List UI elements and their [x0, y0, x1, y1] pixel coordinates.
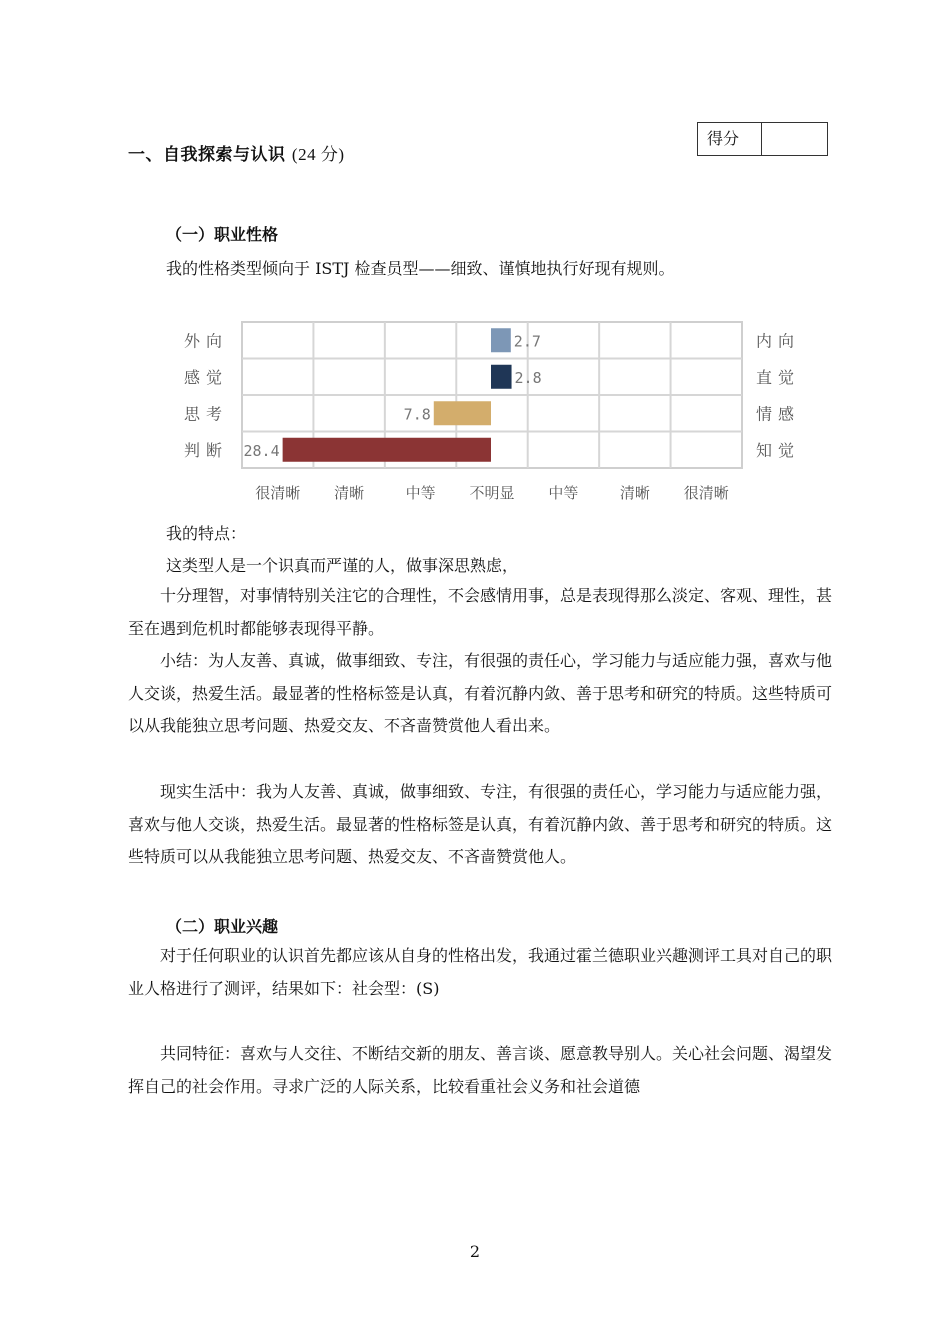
- score-box: [697, 122, 828, 156]
- chart-bar: [283, 438, 491, 462]
- chart-row-left-label: 感觉: [184, 367, 229, 387]
- score-value[interactable]: [762, 123, 827, 155]
- subsection-title-personality: （一）职业性格: [166, 225, 279, 244]
- chart-row-right-label: 知觉: [756, 440, 801, 460]
- chart-bar: [491, 365, 512, 389]
- chart-scale-label: 中等: [405, 484, 436, 502]
- section-points: (24 分): [291, 145, 345, 164]
- chart-row-right-label: 内向: [756, 331, 801, 351]
- traits-heading: 我的特点：: [166, 524, 247, 543]
- chart-scale-label: 很清晰: [255, 484, 301, 502]
- subsection-title-interest: （二）职业兴趣: [166, 917, 279, 936]
- chart-scale-label: 不明显: [469, 484, 515, 502]
- personality-chart: [176, 316, 806, 506]
- chart-row-left-label: 外向: [184, 331, 229, 351]
- chart-scale-label: 很清晰: [683, 484, 729, 502]
- personality-intro: 我的性格类型倾向于 ISTJ 检查员型——细致、谨慎地执行好现有规则。: [166, 259, 675, 278]
- chart-data-label: 28.4: [243, 441, 280, 460]
- chart-row-left-label: 思考: [184, 404, 229, 424]
- chart-data-label: 2.8: [514, 368, 542, 387]
- chart-scale-label: 清晰: [619, 484, 650, 502]
- traits-line-1: 这类型人是一个识真而严谨的人，做事深思熟虑，: [166, 556, 519, 575]
- chart-row-left-label: 判断: [184, 440, 229, 460]
- chart-data-label: 7.8: [403, 405, 431, 424]
- chart-bar: [491, 328, 511, 352]
- chart-scale-label: 中等: [548, 484, 579, 502]
- traits-reality: 现实生活中：我为人友善、真诚，做事细致、专注，有很强的责任心，学习能力与适应能力强，喜欢与他人交谈，热爱生活。最显著的性格标签是认真，有着沉静内敛、善于思考和研究的特质。这些特质可以从我能独立思考问题、热爱交友、不吝啬赞赏他人。: [128, 782, 833, 866]
- chart-scale-label: 清晰: [334, 484, 365, 502]
- traits-summary: 小结：为人友善、真诚，做事细致、专注，有很强的责任心，学习能力与适应能力强，喜欢与他人交谈，热爱生活。最显著的性格标签是认真，有着沉静内敛、善于思考和研究的特质。这些特质可以从我能独立思考问题、热爱交友、不吝啬赞赏他人看出来。: [128, 651, 833, 735]
- chart-bar: [434, 401, 491, 425]
- score-label: 得分: [698, 123, 762, 155]
- chart-row-right-label: 情感: [756, 404, 801, 424]
- traits-line-2: 十分理智，对事情特别关注它的合理性，不会感情用事，总是表现得那么淡定、客观、理性，甚至在遇到危机时都能够表现得平静。: [128, 586, 833, 638]
- personality-chart-svg: [176, 316, 806, 506]
- page-number: 2: [469, 1242, 481, 1261]
- interest-paragraph-1: 对于任何职业的认识首先都应该从自身的性格出发，我通过霍兰德职业兴趣测评工具对自己的职业人格进行了测评，结果如下：社会型：(S): [128, 946, 833, 998]
- section-title: [128, 140, 345, 165]
- interest-paragraph-2: 共同特征：喜欢与人交往、不断结交新的朋友、善言谈、愿意教导别人。关心社会问题、渴望发挥自己的社会作用。寻求广泛的人际关系，比较看重社会义务和社会道德: [128, 1044, 833, 1096]
- chart-row-right-label: 直觉: [756, 367, 801, 387]
- chart-data-label: 2.7: [513, 332, 541, 351]
- section-title-text: 一、自我探索与认识: [128, 145, 286, 165]
